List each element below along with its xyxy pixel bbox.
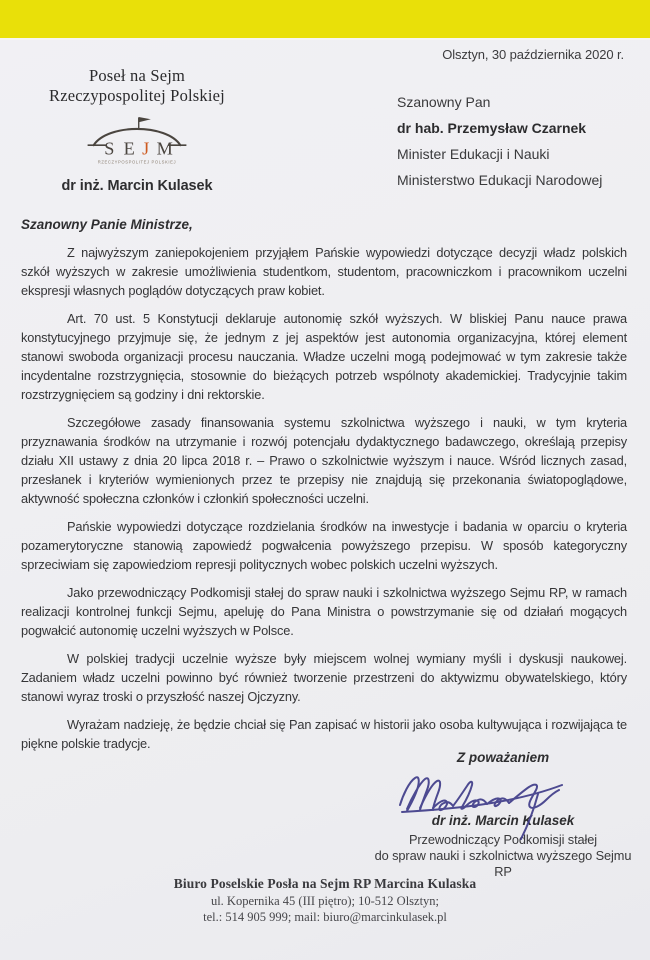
letter-body — [21, 243, 627, 762]
closing-phrase: Z poważaniem — [456, 750, 550, 765]
sender-title — [28, 66, 246, 106]
paragraph-1: Z najwyższym zaniepokojeniem przyjąłem Pańskie wypowiedzi dotyczące decyzji władz polskich szkół wyższych w zakresie umożliwienia studentkom, studentom, pracowniczkom i pracownikom uczelni ekspresji własnych poglądów dotyczących praw kobiet. — [21, 245, 627, 298]
top-yellow-banner — [0, 0, 650, 40]
sejm-logo-icon — [85, 112, 189, 168]
footer-address: ul. Kopernika 45 (III piętro); 10-512 Olsztyn; — [210, 894, 440, 908]
sender-title-line1: Poseł na Sejm — [88, 66, 186, 85]
recipient-salutation: Szanowny Pan — [397, 94, 491, 110]
letter-salutation: Szanowny Panie Ministrze, — [21, 217, 193, 232]
paragraph-4: Pańskie wypowiedzi dotyczące rozdzielania środków na inwestycje i badania w oparciu o kryteria pozamerytoryczne stanowią zapowiedź pogwałcenia powyższego przepisu. W sposób kategoryczny sprzeciwiam się zapowiedziom represji politycznych wobec polskich uczelni wyższych. — [21, 519, 627, 572]
signature-area — [372, 767, 634, 813]
signer-name: dr inż. Marcin Kulasek — [431, 813, 575, 828]
signer-title-line1: Przewodniczący Podkomisji stałej — [408, 832, 598, 847]
logo-letter-j: J — [142, 138, 150, 159]
logo-letter-m: M — [156, 138, 173, 159]
logo-caption: RZECZYPOSPOLITEJ POLSKIEJ — [97, 159, 177, 165]
sender-letterhead — [28, 66, 246, 194]
recipient-block — [397, 95, 637, 199]
signer-title-line2: do spraw nauki i szkolnictwa wyższego Sejmu RP — [374, 848, 632, 879]
paragraph-3: Szczegółowe zasady finansowania systemu szkolnictwa wyższego i nauki, w tym kryteria przyznawania środków na utrzymanie i rozwój potencjału dydaktycznego badawczego, określają przepisy działu XII ustawy z dnia 20 lipca 2018 r. – Prawo o szkolnictwie wyższym i nauce. Wśród licznych zasad, przesłanek i kryteriów wymienionych przez te przepisy nie znajdują się przekonania światopoglądowe, aktywność społeczna członków i członkiń społeczności uczelni. — [21, 415, 627, 506]
footer-office-name: Biuro Poselskie Posła na Sejm RP Marcina Kulaska — [173, 876, 477, 891]
office-footer — [0, 876, 650, 925]
footer-contact: tel.: 514 905 999; mail: biuro@marcinkulasek.pl — [203, 909, 447, 924]
sender-name: dr inż. Marcin Kulasek — [61, 178, 213, 195]
recipient-institution: Ministerstwo Edukacji Narodowej — [397, 172, 603, 188]
recipient-title: Minister Edukacji i Nauki — [397, 146, 550, 162]
paragraph-2: Art. 70 ust. 5 Konstytucji deklaruje autonomię szkół wyższych. W bliskiej Panu nauce prawa konstytucyjnego przyjmuje się, że jednym z jej aspektów jest autonomia organizacyjna, której element stanowi swoboda organizacji procesu nauczania. Władze uczelni mogą podejmować w tym zakresie także incydentalne rozstrzygnięcia, stosownie do bieżących potrzeb wspólnoty akademickiej. Tradycyjnie takim rozstrzygnięciem są godziny i dni rektorskie. — [21, 311, 627, 402]
paragraph-5: Jako przewodniczący Podkomisji stałej do spraw nauki i szkolnictwa wyższego Sejmu RP, w ramach realizacji kontrolnej funkcji Sejmu, apeluję do Pana Ministra o powstrzymanie się od działań mogących pogwałcić autonomię uczelni wyższych w Polsce. — [21, 585, 627, 638]
logo-flag — [139, 117, 151, 122]
paragraph-6: W polskiej tradycji uczelnie wyższe były miejscem wolnej wymiany myśli i dyskusji naukowej. Zadaniem władz uczelni powinno być również tworzenie przestrzeni do aktywizmu obywatelskiego, który stanowi wyraz troski o przyszłość naszej Ojczyzny. — [21, 651, 627, 704]
closing-block — [372, 750, 634, 880]
logo-letter-e: E — [123, 138, 135, 159]
logo-letter-s: S — [104, 138, 115, 159]
recipient-name: dr hab. Przemysław Czarnek — [397, 120, 587, 136]
paragraph-7: Wyrażam nadzieję, że będzie chciał się Pan zapisać w historii jako osoba kultywująca i rozwijająca te piękne polskie tradycje. — [21, 717, 627, 751]
dateline: Olsztyn, 30 października 2020 r. — [442, 47, 624, 62]
sender-title-line2: Rzeczypospolitej Polskiej — [49, 86, 225, 106]
